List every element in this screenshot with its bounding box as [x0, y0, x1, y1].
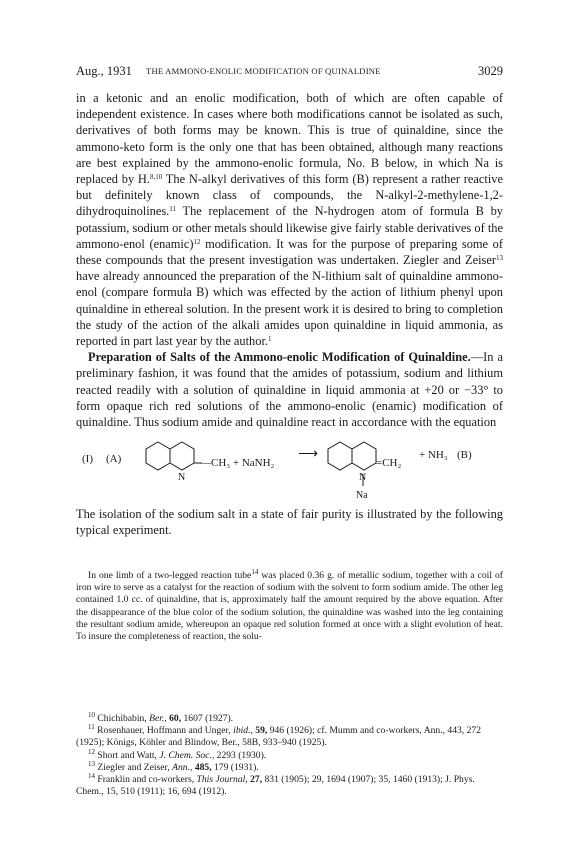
label-b: (B) — [457, 449, 472, 462]
experimental-cont: was placed 0.36 g. of metallic sodium, together with a coil of iron wire to serve as a catalyst for the reaction of sodium with the solvent to form sodium amide. The other leg contained 1.0 cc. of quinaldine, that is, approximately half the amount required by the above equation. After the disappearance of the blue color of the sodium solution, the quinaldine was washed into the leg containing the resultant sodium amide, whereupon an opaque red solution formed at once with a slight evolution of heat. To insure the completeness of reaction, the solu- — [76, 570, 503, 643]
footnotes — [76, 713, 503, 798]
footnote-number: 13 — [88, 759, 95, 768]
ref-13: 13 — [496, 254, 503, 263]
footnote-journal: Ann., — [172, 761, 193, 773]
label-a: (A) — [106, 453, 122, 466]
footnote-text: Franklin and co-workers, — [95, 774, 197, 786]
reaction-equation — [76, 436, 503, 502]
footnote-tail: 831 (1905); 29, 1694 (1907); 35, 1460 (1913); J. Phys. Chem., 15, 510 (1911); 16, 694 (1912). — [76, 774, 475, 798]
paragraph-2-text: —In a preliminary fashion, it was found that the amides of potassium, sodium and lithium reacted readily with a solution of quinaldine in liquid ammonia at +20 or −33° to form opaque rich red solutions of the ammono-enolic (enamic) modification of quinaldine. Thus sodium amide and quinaldine react in accordance with the equation — [76, 350, 503, 430]
paragraph-1-cont-b: The replacement of the N-hydrogen atom of formula B by potassium, sodium or other metals should likewise give fairly stable derivatives of the ammono-enol (enamic) — [76, 204, 503, 251]
footnote-number: 14 — [88, 772, 95, 781]
ref-1: 1 — [268, 335, 272, 344]
footnote-journal: ibid., — [233, 725, 253, 737]
footnote — [76, 713, 503, 725]
header-page-number: 3029 — [478, 64, 503, 78]
header-title: THE AMMONO-ENOLIC MODIFICATION OF QUINALDINE — [146, 66, 381, 76]
paragraph-2 — [76, 349, 503, 430]
reaction-arrow: ⟶ — [298, 447, 319, 463]
footnote-text: Rosenhauer, Hoffmann and Unger, — [94, 725, 234, 737]
experimental-paragraph — [76, 570, 503, 643]
footnote-tail: 1607 (1927). — [181, 713, 234, 724]
footnote-volume: 27, — [250, 774, 263, 786]
paragraph-1 — [76, 90, 503, 349]
footnote-number: 10 — [88, 711, 95, 719]
experimental-text: In one limb of a two-legged reaction tube — [88, 570, 252, 581]
sodium-salt-structure — [328, 442, 376, 486]
quinaldine-structure — [146, 442, 202, 470]
footnote — [76, 747, 503, 762]
product-n: N — [359, 472, 367, 484]
footnote-volume: 60, — [169, 713, 182, 724]
footnote-tail: 946 (1926); cf. Mumm and co-workers, Ann., 443, 272 (1925); Königs, Köhler and Blindow, Ber., 58B, 933–940 (1925). — [76, 725, 481, 749]
footnote-text: Short and Watt, — [95, 749, 160, 761]
footnote-number: 11 — [88, 723, 95, 732]
product-tail: =CH₂ — [376, 457, 402, 470]
footnote — [76, 759, 503, 774]
footnote — [76, 774, 503, 798]
paragraph-1-cont-a: The N-alkyl derivatives of this form (B) represent a rather reactive but definitely known class of compounds, the N-alkyl-2-methylene-1,2-dihydroquinolines. — [76, 172, 503, 219]
footnote — [76, 725, 503, 749]
ref-12: 12 — [193, 237, 201, 246]
experimental-section — [76, 570, 503, 643]
paragraph-3: The isolation of the sodium salt in a state of fair purity is illustrated by the following typical experiment. — [76, 507, 503, 538]
main-text — [76, 90, 503, 539]
footnote-tail: 2293 (1930). — [216, 749, 267, 761]
section-heading: Preparation of Salts of the Ammono-enolic Modification of Quinaldine. — [88, 350, 471, 365]
equation-drawing — [76, 436, 503, 502]
footnote-journal: This Journal, — [196, 774, 248, 786]
footnote-text: Ziegler and Zeiser, — [95, 761, 173, 773]
footnote-tail: 179 (1931). — [211, 761, 259, 773]
footnote-text: Chichibabin, — [95, 713, 150, 724]
paragraph-1-cont-d: have already announced the preparation of the N-lithium salt of quinaldine ammono-enol (compare formula B) which was effected by the action of lithium phenyl upon quinaldine in ethereal solution. In the present work it is desired to bring to completion the study of the action of the alkali amides upon quinaldine in liquid ammonia, as reported in part last year by the author. — [76, 269, 503, 349]
paragraph-1-cont-c: modification. It was for the purpose of preparing some of these compounds that the present investigation was undertaken. Ziegler and Zeiser — [76, 236, 503, 268]
sodium-label: Na — [356, 490, 368, 502]
header-date: Aug., 1931 — [76, 64, 132, 78]
footnote-journal: J. Chem. Soc., — [159, 749, 215, 761]
footnote-journal: Ber., — [149, 713, 167, 724]
running-header — [76, 64, 503, 80]
equation-number: (I) — [82, 453, 93, 466]
reactant-tail: —CH₃ + NaNH₂ — [200, 457, 275, 470]
ref-11: 11 — [169, 205, 177, 214]
reactant-n: N — [178, 472, 186, 484]
footnote-volume: 485, — [194, 761, 212, 773]
paragraph-1-text: in a ketonic and an enolic modification, both of which are often capable of independent existence. In cases where both modifications cannot be isolated as such, derivatives of both forms may be known. This is true of quinaldine, since the ammono-keto form is the only one that has been obtained, although many reactions are best explained by the ammono-enolic formula, No. B below, in which Na is replaced by H. — [76, 91, 503, 187]
ref-14: 14 — [251, 568, 259, 576]
footnote-number: 12 — [88, 747, 95, 756]
ref-8-10: 8,10 — [149, 173, 163, 182]
plus-ammonia: + NH₃ — [419, 449, 448, 462]
footnote-volume: 59, — [255, 725, 268, 737]
